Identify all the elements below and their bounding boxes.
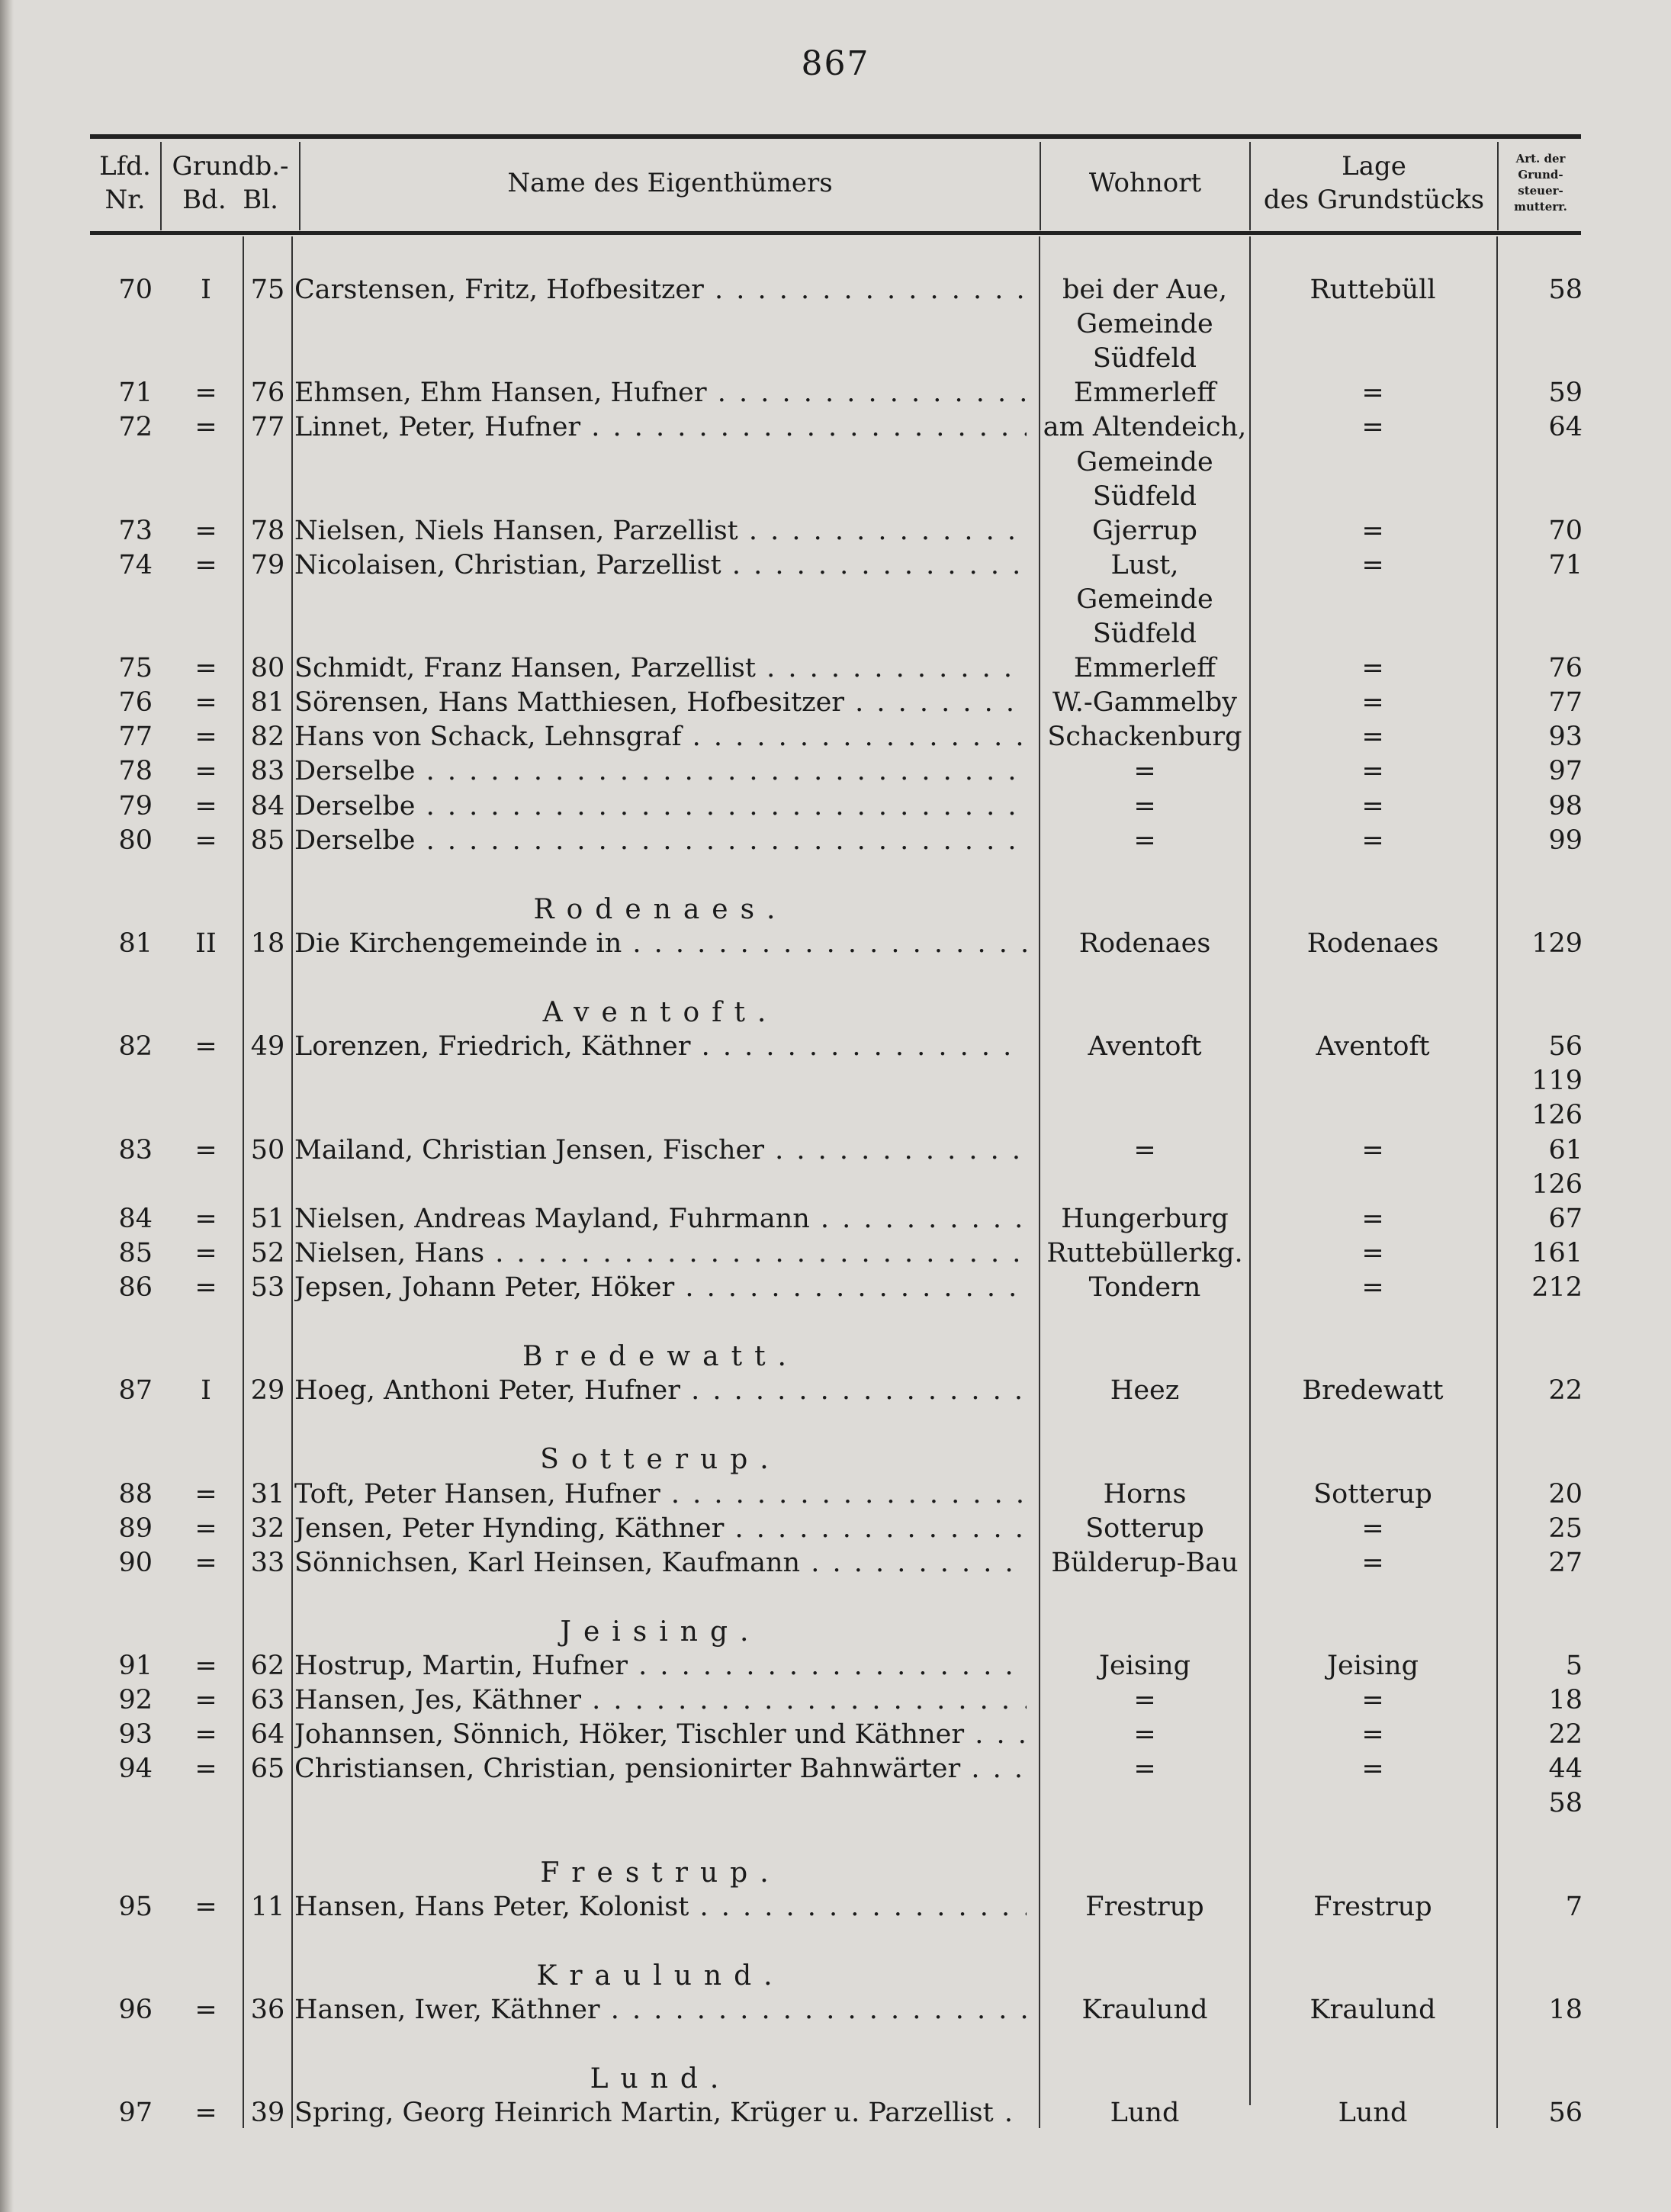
cell-art: 44 [1548, 1754, 1583, 1784]
table-row [0, 858, 1671, 892]
table-row [0, 2027, 1671, 2062]
cell-bl: 79 [250, 550, 285, 580]
cell-lage: Sotterup [1313, 1479, 1432, 1509]
table-row [0, 480, 1671, 514]
table-row [0, 548, 1671, 583]
cell-nr: 85 [118, 1238, 153, 1268]
cell-art: 59 [1548, 378, 1583, 408]
table-row [0, 824, 1671, 858]
cell-wohnort: = [1133, 756, 1156, 786]
table-row [0, 1683, 1671, 1718]
cell-wohnort: = [1133, 1754, 1156, 1784]
cell-wohnort: Gjerrup [1092, 516, 1197, 546]
cell-wohnort: Emmerleff [1073, 378, 1216, 408]
cell-bd: = [194, 1513, 217, 1544]
cell-bd: = [194, 1272, 217, 1303]
cell-wohnort: W.-Gammelby [1052, 687, 1238, 718]
table-row [0, 1718, 1671, 1752]
cell-wohnort: bei der Aue, [1062, 275, 1228, 305]
cell-wohnort: Gemeinde [1076, 309, 1213, 339]
cell-name: Hansen, Jes, Käthner . . . [294, 1683, 1027, 1718]
cell-wohnort: = [1133, 791, 1156, 821]
cell-wohnort: = [1133, 1135, 1156, 1165]
cell-lage: = [1361, 791, 1384, 821]
cell-lage: Frestrup [1313, 1892, 1432, 1922]
cell-bd: = [194, 516, 217, 546]
cell-wohnort: Lund [1110, 2098, 1180, 2128]
cell-nr: 80 [118, 825, 153, 856]
cell-name: Lorenzen, Friedrich, Käthner . . . [294, 1030, 1027, 1064]
cell-name: Nielsen, Niels Hansen, Parzellist . . . [294, 514, 1027, 548]
cell-bl: 62 [250, 1651, 285, 1681]
cell-wohnort: Tondern [1088, 1272, 1201, 1303]
cell-wohnort: Emmerleff [1073, 653, 1216, 683]
table-row [0, 410, 1671, 445]
cell-bd: = [194, 378, 217, 408]
cell-name: Jepsen, Johann Peter, Höker . . . [294, 1271, 1027, 1305]
cell-lage: = [1361, 1685, 1384, 1715]
cell-bd: II [195, 928, 217, 959]
cell-wohnort: Südfeld [1092, 619, 1197, 649]
cell-nr: 79 [118, 791, 153, 821]
table-row [0, 445, 1671, 480]
cell-bl: 49 [250, 1031, 285, 1062]
cell-bl: 18 [250, 928, 285, 959]
cell-nr: 72 [118, 412, 153, 442]
cell-lage: = [1361, 550, 1384, 580]
table-row [0, 307, 1671, 342]
cell-bd: = [194, 1548, 217, 1578]
cell-bl: 32 [250, 1513, 285, 1544]
cell-art: 22 [1548, 1719, 1583, 1750]
cell-art: 7 [1565, 1892, 1583, 1922]
cell-nr: 76 [118, 687, 153, 718]
cell-name: Sörensen, Hans Matthiesen, Hofbesitzer . . . [294, 686, 1027, 720]
cell-art: 97 [1548, 756, 1583, 786]
cell-nr: 87 [118, 1375, 153, 1406]
header-lfd-nr: Lfd. Nr. [99, 151, 151, 215]
table-row [0, 1236, 1671, 1271]
header-name: Name des Eigenthümers [507, 168, 833, 198]
cell-nr: 77 [118, 722, 153, 752]
cell-nr: 71 [118, 378, 153, 408]
cell-lage: = [1361, 1754, 1384, 1784]
cell-wohnort: Gemeinde [1076, 584, 1213, 615]
cell-name: Hans von Schack, Lehnsgraf . . . [294, 720, 1027, 754]
cell-name: Ehmsen, Ehm Hansen, Hufner . . . [294, 376, 1027, 410]
cell-name: Die Kirchengemeinde in . . . [294, 927, 1027, 961]
table-row [0, 1786, 1671, 1821]
cell-bd: = [194, 550, 217, 580]
cell-lage: Rodenaes [1306, 928, 1439, 959]
table-row [0, 1168, 1671, 1202]
cell-nr: 92 [118, 1685, 153, 1715]
cell-bl: 76 [250, 378, 285, 408]
cell-bl: 84 [250, 791, 285, 821]
table-row [0, 1752, 1671, 1786]
cell-art: 129 [1531, 928, 1583, 959]
cell-name: Spring, Georg Heinrich Martin, Krüger u. Parzellist . . . [294, 2096, 1027, 2130]
section-heading: Jeising. [560, 1616, 761, 1648]
table-row [0, 1993, 1671, 2027]
cell-art: 18 [1548, 1995, 1583, 2025]
table-row [0, 342, 1671, 376]
cell-art: 22 [1548, 1375, 1583, 1406]
cell-name: Hansen, Hans Peter, Kolonist . . . [294, 1890, 1027, 1924]
table-row [0, 514, 1671, 548]
cell-bl: 75 [250, 275, 285, 305]
cell-lage: Lund [1338, 2098, 1408, 2128]
cell-wohnort: Lust, [1110, 550, 1179, 580]
cell-lage: Jeising [1326, 1651, 1419, 1681]
cell-art: 67 [1548, 1204, 1583, 1234]
cell-lage: = [1361, 756, 1384, 786]
cell-art: 64 [1548, 412, 1583, 442]
cell-name: Mailand, Christian Jensen, Fischer . . . [294, 1133, 1027, 1168]
cell-wohnort: = [1133, 825, 1156, 856]
table-row [0, 1030, 1671, 1064]
table-row [0, 376, 1671, 410]
table-row [0, 1133, 1671, 1168]
cell-bd: = [194, 687, 217, 718]
cell-nr: 89 [118, 1513, 153, 1544]
cell-name: Christiansen, Christian, pensionirter Bahnwärter . . . [294, 1752, 1027, 1786]
section-heading: Lund. [590, 2063, 731, 2095]
cell-art: 99 [1548, 825, 1583, 856]
section-heading: Bredewatt. [522, 1341, 799, 1372]
table-row [0, 1890, 1671, 1924]
cell-lage: = [1361, 825, 1384, 856]
cell-name: Nielsen, Hans . . . [294, 1236, 1027, 1271]
cell-nr: 83 [118, 1135, 153, 1165]
cell-bd: = [194, 1651, 217, 1681]
section-heading: Rodenaes. [533, 894, 788, 925]
table-row [0, 1821, 1671, 1856]
cell-art: 212 [1531, 1272, 1583, 1303]
table-row [0, 1305, 1671, 1339]
table-row [0, 961, 1671, 995]
cell-bl: 78 [250, 516, 285, 546]
cell-nr: 95 [118, 1892, 153, 1922]
cell-wohnort: Rodenaes [1078, 928, 1211, 959]
cell-lage: = [1361, 1719, 1384, 1750]
cell-bd: = [194, 1892, 217, 1922]
table-row [0, 273, 1671, 307]
cell-lage: = [1361, 1238, 1384, 1268]
cell-wohnort: Gemeinde [1076, 447, 1213, 477]
cell-name: Derselbe . . . [294, 789, 1027, 824]
cell-bl: 36 [250, 1995, 285, 2025]
section-heading: Sotterup. [540, 1444, 781, 1475]
cell-lage: Ruttebüll [1309, 275, 1436, 305]
table-row [0, 1649, 1671, 1683]
cell-wohnort: Heez [1110, 1375, 1180, 1406]
cell-lage: = [1361, 653, 1384, 683]
cell-art: 71 [1548, 550, 1583, 580]
table-row [0, 1924, 1671, 1959]
table-row [0, 927, 1671, 961]
cell-bd: = [194, 1204, 217, 1234]
header-lage: Lage des Grundstücks [1263, 151, 1485, 215]
cell-bd: = [194, 1754, 217, 1784]
cell-name: Nicolaisen, Christian, Parzellist . . . [294, 548, 1027, 583]
cell-bl: 83 [250, 756, 285, 786]
cell-name: Carstensen, Fritz, Hofbesitzer . . . [294, 273, 1027, 307]
table-row [0, 1546, 1671, 1580]
cell-name: Schmidt, Franz Hansen, Parzellist . . . [294, 651, 1027, 686]
cell-nr: 81 [118, 928, 153, 959]
cell-bl: 77 [250, 412, 285, 442]
cell-bd: = [194, 756, 217, 786]
cell-bd: I [201, 275, 211, 305]
cell-name: Hansen, Iwer, Käthner . . . [294, 1993, 1027, 2027]
cell-wohnort: Hungerburg [1061, 1204, 1229, 1234]
cell-name: Derselbe . . . [294, 824, 1027, 858]
cell-art: 126 [1531, 1100, 1583, 1130]
cell-lage: = [1361, 378, 1384, 408]
cell-art: 70 [1548, 516, 1583, 546]
cell-nr: 74 [118, 550, 153, 580]
cell-lage: = [1361, 1513, 1384, 1544]
cell-bl: 82 [250, 722, 285, 752]
cell-art: 18 [1548, 1685, 1583, 1715]
cell-bd: = [194, 653, 217, 683]
cell-bl: 51 [250, 1204, 285, 1234]
header-bottom-rule [90, 231, 1581, 235]
cell-art: 5 [1565, 1651, 1583, 1681]
section-heading: Kraulund. [536, 1960, 785, 1992]
cell-art: 126 [1531, 1169, 1583, 1200]
cell-art: 58 [1548, 275, 1583, 305]
section-heading: Frestrup. [540, 1857, 781, 1889]
header-grundbuch: Grundb.- Bd. Bl. [172, 151, 289, 215]
cell-name: Johannsen, Sönnich, Höker, Tischler und Käthner . . . [294, 1718, 1027, 1752]
cell-wohnort: Südfeld [1092, 481, 1197, 512]
table-row [0, 2096, 1671, 2130]
cell-wohnort: Aventoft [1088, 1031, 1202, 1062]
cell-wohnort: Südfeld [1092, 343, 1197, 374]
cell-art: 25 [1548, 1513, 1583, 1544]
cell-art: 56 [1548, 1031, 1583, 1062]
cell-name: Derselbe . . . [294, 754, 1027, 789]
cell-art: 20 [1548, 1479, 1583, 1509]
cell-bl: 50 [250, 1135, 285, 1165]
cell-bd: = [194, 2098, 217, 2128]
cell-nr: 94 [118, 1754, 153, 1784]
cell-bl: 11 [250, 1892, 285, 1922]
cell-art: 119 [1531, 1066, 1583, 1096]
cell-bl: 81 [250, 687, 285, 718]
table-row [0, 1408, 1671, 1442]
cell-lage: = [1361, 722, 1384, 752]
cell-bd: = [194, 825, 217, 856]
cell-bd: = [194, 1031, 217, 1062]
cell-name: Sönnichsen, Karl Heinsen, Kaufmann . . . [294, 1546, 1027, 1580]
cell-nr: 84 [118, 1204, 153, 1234]
table-row [0, 583, 1671, 617]
table-row [0, 1202, 1671, 1236]
cell-nr: 75 [118, 653, 153, 683]
cell-lage: = [1361, 1548, 1384, 1578]
page-number: 867 [801, 44, 870, 83]
cell-art: 27 [1548, 1548, 1583, 1578]
cell-bl: 53 [250, 1272, 285, 1303]
cell-bl: 85 [250, 825, 285, 856]
section-heading: Aventoft. [542, 997, 779, 1028]
cell-bd: = [194, 1719, 217, 1750]
cell-bd: = [194, 1995, 217, 2025]
cell-lage: = [1361, 412, 1384, 442]
cell-wohnort: = [1133, 1685, 1156, 1715]
cell-bl: 29 [250, 1375, 285, 1406]
cell-nr: 86 [118, 1272, 153, 1303]
cell-nr: 88 [118, 1479, 153, 1509]
cell-bd: = [194, 791, 217, 821]
cell-nr: 91 [118, 1651, 153, 1681]
cell-bd: = [194, 1479, 217, 1509]
cell-wohnort: Sotterup [1085, 1513, 1204, 1544]
cell-bl: 52 [250, 1238, 285, 1268]
cell-wohnort: Kraulund [1081, 1995, 1208, 2025]
cell-bd: = [194, 1238, 217, 1268]
cell-name: Toft, Peter Hansen, Hufner . . . [294, 1477, 1027, 1512]
cell-art: 61 [1548, 1135, 1583, 1165]
cell-nr: 90 [118, 1548, 153, 1578]
header-bl: Bl. [243, 185, 278, 215]
cell-bd: I [201, 1375, 211, 1406]
cell-bl: 65 [250, 1754, 285, 1784]
cell-art: 77 [1548, 687, 1583, 718]
cell-wohnort: am Altendeich, [1043, 412, 1247, 442]
table-row [0, 1512, 1671, 1546]
cell-bl: 33 [250, 1548, 285, 1578]
table-row [0, 754, 1671, 789]
table-row [0, 1580, 1671, 1615]
cell-bd: = [194, 412, 217, 442]
table-row [0, 1064, 1671, 1098]
cell-art: 93 [1548, 722, 1583, 752]
table-row [0, 1374, 1671, 1408]
table-row [0, 617, 1671, 651]
cell-wohnort: Ruttebüllerkg. [1046, 1238, 1243, 1268]
header-wohnort: Wohnort [1088, 168, 1202, 198]
table-row [0, 789, 1671, 824]
cell-art: 161 [1531, 1238, 1583, 1268]
cell-lage: = [1361, 1272, 1384, 1303]
cell-name: Hostrup, Martin, Hufner . . . [294, 1649, 1027, 1683]
header-bd: Bd. [182, 185, 227, 215]
cell-bl: 39 [250, 2098, 285, 2128]
cell-art: 56 [1548, 2098, 1583, 2128]
cell-lage: Bredewatt [1302, 1375, 1444, 1406]
cell-art: 58 [1548, 1788, 1583, 1818]
cell-name: Linnet, Peter, Hufner . . . [294, 410, 1027, 445]
table-row [0, 1477, 1671, 1512]
cell-wohnort: Schackenburg [1047, 722, 1242, 752]
cell-bd: = [194, 722, 217, 752]
cell-bl: 63 [250, 1685, 285, 1715]
table-row [0, 686, 1671, 720]
cell-wohnort: = [1133, 1719, 1156, 1750]
header-top-rule [90, 134, 1581, 139]
cell-nr: 97 [118, 2098, 153, 2128]
cell-nr: 96 [118, 1995, 153, 2025]
cell-nr: 70 [118, 275, 153, 305]
header-art: Art. der Grund- steuer- mutterr. [1514, 152, 1567, 214]
cell-wohnort: Frestrup [1085, 1892, 1204, 1922]
cell-nr: 78 [118, 756, 153, 786]
table-row [0, 1271, 1671, 1305]
cell-lage: Aventoft [1316, 1031, 1430, 1062]
cell-art: 76 [1548, 653, 1583, 683]
cell-nr: 73 [118, 516, 153, 546]
cell-name: Jensen, Peter Hynding, Käthner . . . [294, 1512, 1027, 1546]
cell-nr: 82 [118, 1031, 153, 1062]
cell-lage: = [1361, 516, 1384, 546]
cell-name: Hoeg, Anthoni Peter, Hufner . . . [294, 1374, 1027, 1408]
cell-lage: Kraulund [1309, 1995, 1436, 2025]
cell-nr: 93 [118, 1719, 153, 1750]
cell-bl: 31 [250, 1479, 285, 1509]
cell-wohnort: Jeising [1098, 1651, 1191, 1681]
cell-art: 98 [1548, 791, 1583, 821]
cell-wohnort: Bülderup-Bau [1051, 1548, 1239, 1578]
cell-name: Nielsen, Andreas Mayland, Fuhrmann . . . [294, 1202, 1027, 1236]
cell-bd: = [194, 1135, 217, 1165]
cell-wohnort: Horns [1103, 1479, 1187, 1509]
table-row [0, 1098, 1671, 1133]
cell-bl: 64 [250, 1719, 285, 1750]
cell-lage: = [1361, 1135, 1384, 1165]
table-row [0, 651, 1671, 686]
table-row [0, 720, 1671, 754]
cell-lage: = [1361, 687, 1384, 718]
cell-lage: = [1361, 1204, 1384, 1234]
cell-bl: 80 [250, 653, 285, 683]
cell-bd: = [194, 1685, 217, 1715]
